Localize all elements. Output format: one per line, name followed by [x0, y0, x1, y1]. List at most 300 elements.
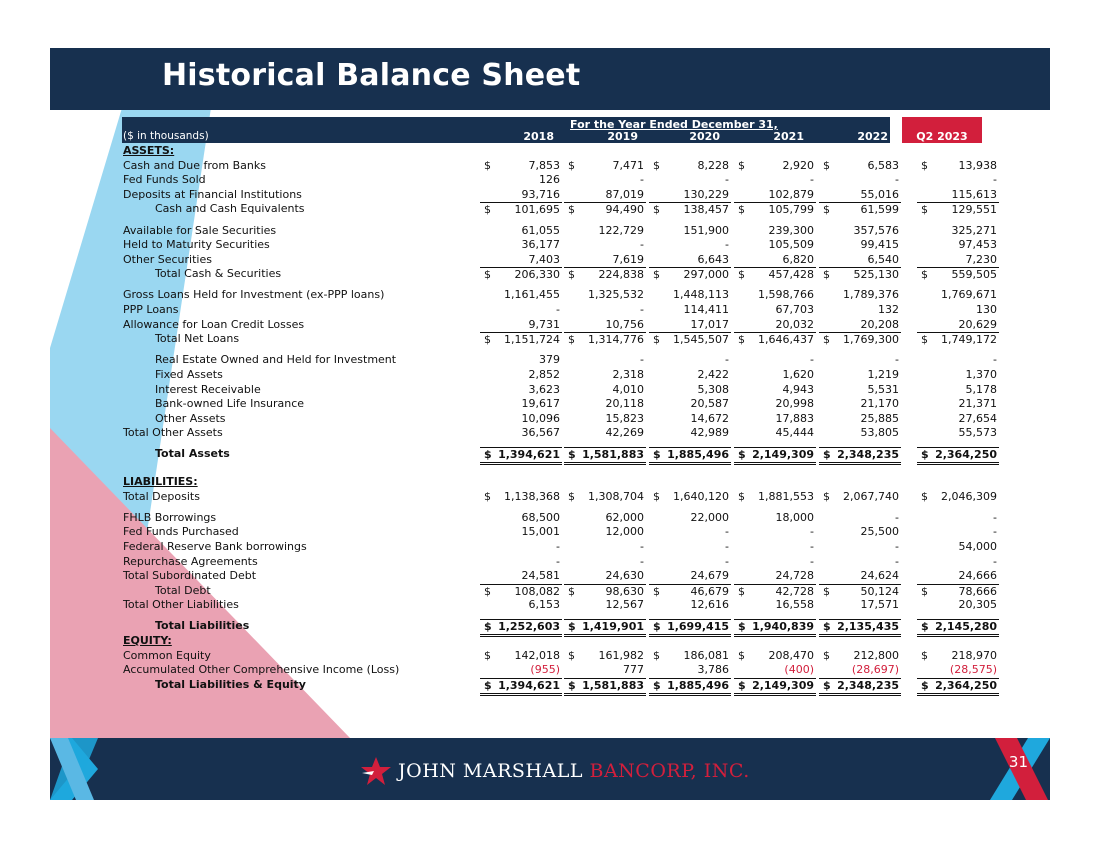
value-cell	[649, 555, 731, 569]
cell-value: 224,838	[598, 268, 644, 282]
cell-value: 1,325,532	[588, 288, 644, 302]
cell-value: -	[725, 554, 729, 568]
value-cell	[564, 288, 646, 302]
cell-value: 1,885,496	[667, 448, 729, 462]
dollar-sign: $	[484, 333, 491, 347]
cell-value: 17,571	[860, 598, 899, 612]
value-cell	[649, 569, 731, 583]
cell-value: 1,370	[965, 367, 997, 381]
value-cell	[564, 555, 646, 569]
table-row	[122, 411, 997, 426]
cell-value: 186,081	[683, 648, 729, 662]
cell-value: 10,756	[605, 317, 644, 331]
dollar-sign: $	[568, 333, 575, 347]
cell-value: 1,646,437	[758, 333, 814, 347]
dollar-sign: $	[738, 678, 746, 692]
value-cell	[564, 159, 646, 173]
value-cell	[917, 447, 999, 465]
value-cell	[734, 649, 816, 663]
cell-value: 16,558	[775, 598, 814, 612]
cell-value: 68,500	[521, 510, 560, 524]
value-cell	[564, 678, 646, 696]
cell-value: 4,010	[612, 382, 644, 396]
cell-value: 2,318	[612, 367, 644, 381]
cell-value: 21,170	[860, 397, 899, 411]
cell-value: 1,769,671	[941, 288, 997, 302]
value-cell	[917, 511, 999, 525]
cell-value: 24,624	[860, 569, 899, 583]
value-cell	[649, 332, 731, 347]
table-row	[122, 187, 997, 202]
value-cell	[819, 540, 901, 554]
cell-value: 18,000	[775, 510, 814, 524]
grand-total-row	[122, 677, 997, 692]
cell-value: 212,800	[853, 648, 899, 662]
value-cell	[480, 412, 562, 426]
cell-value: 20,032	[775, 317, 814, 331]
dollar-sign: $	[823, 333, 830, 347]
dollar-sign: $	[921, 584, 928, 598]
value-cell	[564, 238, 646, 252]
table-row	[122, 353, 997, 367]
cell-value: 130,229	[683, 187, 729, 201]
row-label: Cash and Due from Banks	[123, 158, 266, 172]
value-cell	[480, 253, 562, 267]
cell-value: -	[993, 525, 997, 539]
cell-value: -	[895, 539, 899, 553]
value-cell	[819, 224, 901, 238]
value-cell	[480, 540, 562, 554]
dollar-sign: $	[568, 268, 575, 282]
value-cell	[917, 412, 999, 426]
cell-value: 98,630	[605, 584, 644, 598]
value-cell	[917, 159, 999, 173]
value-cell	[649, 412, 731, 426]
cell-value: 5,308	[697, 382, 729, 396]
cell-value: -	[810, 353, 814, 367]
cell-value: 1,881,553	[758, 489, 814, 503]
value-cell	[649, 584, 731, 599]
dollar-sign: $	[921, 158, 928, 172]
cell-value: 2,422	[697, 367, 729, 381]
value-cell	[649, 224, 731, 238]
cell-value: 132	[878, 303, 899, 316]
table-row	[122, 223, 997, 238]
cell-value: 9,731	[528, 317, 560, 331]
cell-value: 12,000	[605, 525, 644, 539]
dollar-sign: $	[653, 620, 661, 634]
value-cell	[917, 397, 999, 411]
value-cell	[819, 288, 901, 302]
cell-value: 1,308,704	[588, 489, 644, 503]
cell-value: 2,920	[782, 158, 814, 172]
cell-value: 151,900	[683, 223, 729, 237]
value-cell	[819, 490, 901, 504]
value-cell	[480, 569, 562, 583]
value-cell	[917, 678, 999, 696]
value-cell	[480, 224, 562, 238]
value-cell	[819, 159, 901, 173]
dollar-sign: $	[738, 333, 745, 347]
year-header: 2021	[773, 130, 804, 143]
row-label: PPP Loans	[123, 303, 179, 316]
cell-value: 20,629	[958, 317, 997, 331]
value-cell	[649, 318, 731, 332]
value-cell	[649, 490, 731, 504]
cell-value: 20,998	[775, 397, 814, 411]
grand-total-row	[122, 619, 997, 634]
cell-value: 2,348,235	[837, 448, 899, 462]
cell-value: 19,617	[521, 397, 560, 411]
value-cell	[649, 267, 731, 282]
dollar-sign: $	[653, 584, 660, 598]
cell-value: 5,531	[867, 382, 899, 396]
cell-value: -	[895, 554, 899, 568]
value-cell	[819, 678, 901, 696]
value-cell	[649, 368, 731, 382]
cell-value: 46,679	[690, 584, 729, 598]
cell-value: -	[725, 539, 729, 553]
value-cell	[917, 598, 999, 612]
dollar-sign: $	[484, 678, 492, 692]
cell-value: -	[810, 554, 814, 568]
value-cell	[480, 188, 562, 202]
dollar-sign: $	[484, 620, 492, 634]
dollar-sign: $	[484, 268, 491, 282]
value-cell	[564, 253, 646, 267]
cell-value: 3,623	[528, 382, 560, 396]
dollar-sign: $	[568, 203, 575, 217]
slide	[50, 48, 1050, 800]
cell-value: 1,161,455	[504, 288, 560, 302]
cell-value: 102,879	[768, 187, 814, 201]
cell-value: 97,453	[958, 238, 997, 252]
value-cell	[734, 678, 816, 696]
cell-value: 62,000	[605, 510, 644, 524]
cell-value: 17,017	[690, 317, 729, 331]
value-cell	[734, 584, 816, 599]
dollar-sign: $	[653, 648, 660, 662]
value-cell	[734, 540, 816, 554]
logo-secondary-text: BANCORP, INC.	[589, 760, 750, 782]
dollar-sign: $	[484, 584, 491, 598]
cell-value: 36,177	[521, 238, 560, 252]
value-cell	[480, 397, 562, 411]
cell-value: -	[725, 238, 729, 252]
cell-value: 2,364,250	[935, 678, 997, 692]
table-row	[122, 648, 997, 663]
cell-value: -	[640, 554, 644, 568]
value-cell	[564, 569, 646, 583]
dollar-sign: $	[921, 448, 929, 462]
cell-value: 25,500	[860, 525, 899, 539]
cell-value: 7,230	[965, 252, 997, 266]
row-label: Total Liabilities & Equity	[155, 677, 306, 691]
cell-value: 1,581,883	[582, 678, 644, 692]
dollar-sign: $	[823, 203, 830, 217]
cell-value: 42,989	[690, 426, 729, 440]
cell-value: -	[993, 554, 997, 568]
cell-value: 45,444	[775, 426, 814, 440]
value-cell	[917, 318, 999, 332]
section-header	[122, 475, 982, 489]
value-cell	[917, 253, 999, 267]
cell-value: 42,269	[605, 426, 644, 440]
section-header	[122, 634, 982, 648]
cell-value: 138,457	[683, 203, 729, 217]
value-cell	[649, 202, 731, 217]
value-cell	[480, 678, 562, 696]
row-label: Deposits at Financial Institutions	[123, 187, 302, 201]
dollar-sign: $	[568, 678, 576, 692]
dollar-sign: $	[568, 489, 575, 503]
value-cell	[734, 288, 816, 302]
cell-value: 6,820	[782, 252, 814, 266]
cell-value: 2,149,309	[752, 678, 814, 692]
value-cell	[917, 584, 999, 599]
value-cell	[917, 368, 999, 382]
dollar-sign: $	[921, 648, 928, 662]
dollar-sign: $	[921, 333, 928, 347]
cell-value: 54,000	[958, 539, 997, 553]
row-label: Fed Funds Purchased	[123, 525, 239, 539]
cell-value: 1,448,113	[673, 288, 729, 302]
dollar-sign: $	[484, 448, 492, 462]
value-cell	[819, 368, 901, 382]
table-row	[122, 598, 997, 612]
value-cell	[819, 173, 901, 187]
value-cell	[480, 173, 562, 187]
table-row	[122, 397, 997, 411]
row-label: Available for Sale Securities	[123, 223, 277, 237]
logo-primary-text: JOHN MARSHALL	[398, 760, 583, 782]
dollar-sign: $	[921, 268, 928, 282]
cell-value: 24,666	[958, 569, 997, 583]
row-label: FHLB Borrowings	[123, 510, 217, 524]
cell-value: -	[810, 539, 814, 553]
value-cell	[819, 303, 901, 317]
value-cell	[480, 383, 562, 397]
row-label: Total Cash & Securities	[155, 267, 282, 281]
cell-value: 2,852	[528, 367, 560, 381]
cell-value: 93,716	[521, 187, 560, 201]
row-label: Other Assets	[155, 411, 226, 425]
value-cell	[564, 202, 646, 217]
cell-value: -	[993, 353, 997, 367]
cell-value: 55,573	[958, 426, 997, 440]
cell-value: 1,151,724	[504, 333, 560, 347]
value-cell	[819, 188, 901, 202]
value-cell	[564, 649, 646, 663]
cell-value: 379	[539, 353, 560, 367]
row-label: Gross Loans Held for Investment (ex-PPP loans)	[123, 288, 385, 302]
table-row	[122, 367, 997, 382]
cell-value: -	[895, 353, 899, 367]
value-cell	[564, 525, 646, 539]
value-cell	[649, 649, 731, 663]
dollar-sign: $	[823, 489, 830, 503]
cell-value: -	[640, 173, 644, 187]
section-header	[122, 144, 982, 158]
row-label: Federal Reserve Bank borrowings	[123, 539, 307, 553]
dollar-sign: $	[823, 158, 830, 172]
value-cell	[564, 224, 646, 238]
value-cell	[564, 303, 646, 317]
cell-value: 36,567	[521, 426, 560, 440]
cell-value: 525,130	[853, 268, 899, 282]
value-cell	[649, 383, 731, 397]
cell-value: 457,428	[768, 268, 814, 282]
cell-value: 1,581,883	[582, 448, 644, 462]
value-cell	[649, 663, 731, 677]
value-cell	[480, 584, 562, 599]
value-cell	[649, 540, 731, 554]
table-row	[122, 554, 997, 569]
dollar-sign: $	[568, 584, 575, 598]
value-cell	[480, 649, 562, 663]
value-cell	[564, 598, 646, 612]
value-cell	[564, 397, 646, 411]
cell-value: 1,219	[867, 367, 899, 381]
row-label: Fed Funds Sold	[123, 173, 206, 187]
value-cell	[480, 353, 562, 367]
table-row	[122, 252, 997, 267]
cell-value: 10,096	[521, 411, 560, 425]
value-cell	[564, 490, 646, 504]
cell-value: 1,640,120	[673, 489, 729, 503]
value-cell	[564, 188, 646, 202]
value-cell	[734, 318, 816, 332]
units-label: ($ in thousands)	[123, 130, 209, 142]
year-header: 2020	[689, 130, 720, 143]
subtotal-row	[122, 583, 997, 598]
cell-value: 61,599	[860, 203, 899, 217]
dollar-sign: $	[738, 203, 745, 217]
cell-value: 161,982	[598, 648, 644, 662]
value-cell	[734, 383, 816, 397]
row-label: Bank-owned Life Insurance	[155, 397, 305, 411]
cell-value: 6,643	[697, 252, 729, 266]
value-cell	[649, 353, 731, 367]
value-cell	[917, 569, 999, 583]
row-label: Held to Maturity Securities	[123, 238, 270, 252]
value-cell	[564, 426, 646, 440]
cell-value: 1,138,368	[504, 489, 560, 503]
cell-value: 105,509	[768, 238, 814, 252]
subtotal-row	[122, 332, 997, 347]
cell-value: 55,016	[860, 187, 899, 201]
cell-value: -	[640, 303, 644, 316]
value-cell	[564, 267, 646, 282]
row-label: Common Equity	[123, 648, 211, 662]
value-cell	[734, 525, 816, 539]
dollar-sign: $	[653, 268, 660, 282]
cell-value: 15,823	[605, 411, 644, 425]
value-cell	[480, 332, 562, 347]
value-cell	[917, 188, 999, 202]
value-cell	[564, 540, 646, 554]
dollar-sign: $	[738, 648, 745, 662]
grand-total-row	[122, 447, 997, 462]
row-label: Accumulated Other Comprehensive Income (Loss)	[123, 663, 400, 677]
dollar-sign: $	[921, 620, 929, 634]
value-cell	[649, 598, 731, 612]
value-cell	[649, 447, 731, 465]
cell-value: 122,729	[598, 223, 644, 237]
dollar-sign: $	[823, 584, 830, 598]
cell-value: 87,019	[605, 187, 644, 201]
cell-value: -	[895, 173, 899, 187]
dollar-sign: $	[568, 648, 575, 662]
value-cell	[480, 318, 562, 332]
cell-value: -	[640, 353, 644, 367]
value-cell	[917, 267, 999, 282]
dollar-sign: $	[653, 448, 661, 462]
value-cell	[734, 267, 816, 282]
cell-value: 1,749,172	[941, 333, 997, 347]
value-cell	[819, 397, 901, 411]
value-cell	[819, 238, 901, 252]
value-cell	[917, 303, 999, 317]
cell-value: 24,581	[521, 569, 560, 583]
value-cell	[917, 663, 999, 677]
cell-value: -	[993, 510, 997, 524]
cell-value: -	[725, 525, 729, 539]
cell-value: 42,728	[775, 584, 814, 598]
value-cell	[917, 224, 999, 238]
value-cell	[734, 368, 816, 382]
cell-value: 114,411	[683, 303, 729, 316]
dollar-sign: $	[738, 620, 746, 634]
table-row	[122, 663, 997, 677]
value-cell	[819, 569, 901, 583]
table-row	[122, 303, 997, 317]
cell-value: 17,883	[775, 411, 814, 425]
dollar-sign: $	[653, 203, 660, 217]
cell-value: 2,135,435	[837, 620, 899, 634]
value-cell	[649, 678, 731, 696]
row-label: Repurchase Agreements	[123, 554, 258, 568]
cell-value: -	[640, 539, 644, 553]
cell-value: 3,786	[697, 663, 729, 677]
cell-value: 1,545,507	[673, 333, 729, 347]
value-cell	[819, 202, 901, 217]
cell-value: 7,403	[528, 252, 560, 266]
value-cell	[649, 253, 731, 267]
cell-value: 22,000	[690, 510, 729, 524]
value-cell	[564, 368, 646, 382]
value-cell	[819, 353, 901, 367]
cell-value: (400)	[784, 663, 814, 677]
table-row	[122, 489, 997, 504]
table-row	[122, 238, 997, 252]
row-label: Total Deposits	[123, 489, 200, 503]
dollar-sign: $	[823, 678, 831, 692]
value-cell	[917, 173, 999, 187]
table-row	[122, 288, 997, 302]
cell-value: 559,505	[951, 268, 997, 282]
value-cell	[734, 353, 816, 367]
subtotal-row	[122, 267, 997, 282]
cell-value: 99,415	[860, 238, 899, 252]
value-cell	[917, 649, 999, 663]
row-label: Other Securities	[123, 252, 212, 266]
year-header: 2018	[523, 130, 554, 143]
value-cell	[917, 426, 999, 440]
table-row	[122, 525, 997, 539]
value-cell	[649, 173, 731, 187]
cell-value: (28,697)	[851, 663, 899, 677]
